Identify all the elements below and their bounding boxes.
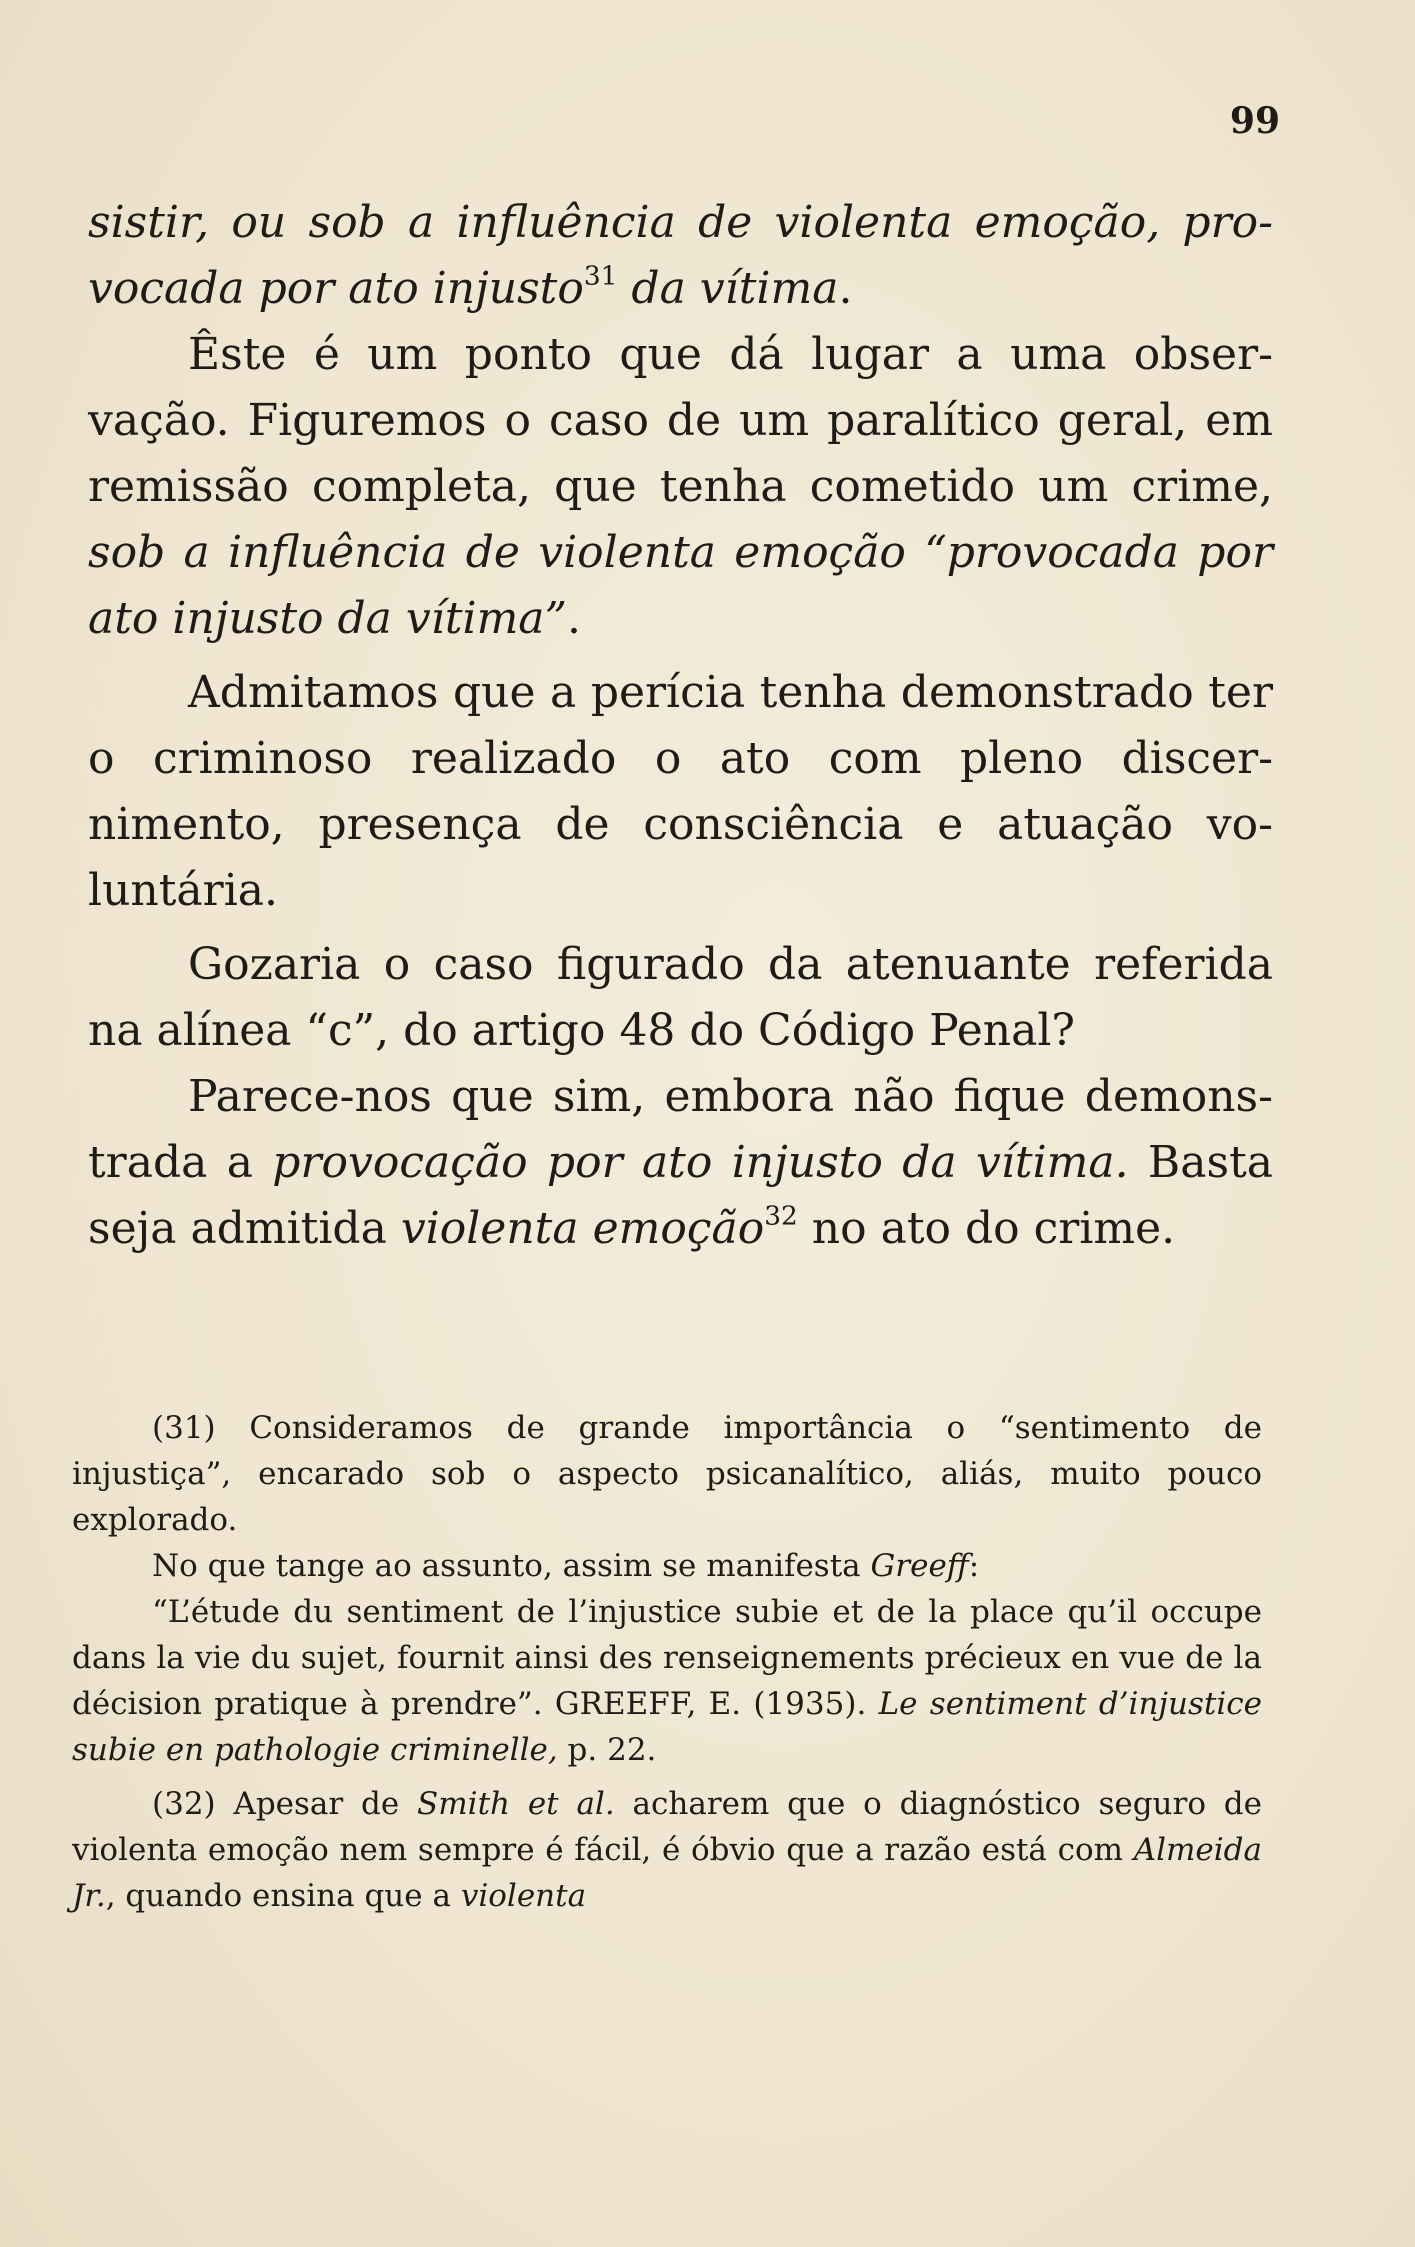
paragraph: Gozaria o caso figurado da atenuante referida na alínea “c”, do artigo 48 do Código Penal? — [88, 939, 1273, 1056]
italic-text: sistir, ou sob a influência de violenta emoção, pro- — [88, 197, 1273, 248]
italic-text: sob a influência de violenta emoção “provocada por ato injusto da vítima” — [88, 527, 1273, 644]
footnote-31-continuation: No que tange ao assunto, assim se manifesta Greeff: — [152, 1548, 980, 1584]
italic-text: Smith et al. — [417, 1786, 615, 1822]
paragraph: Admitamos que a perícia tenha demonstrado ter o criminoso realizado o ato com pleno discernimento, presença de consciência e atuação voluntária. — [88, 667, 1273, 916]
italic-text: provocação por ato injusto da vítima. — [272, 1137, 1129, 1188]
footnotes — [72, 1405, 1262, 1919]
italic-text: Le sentiment d’injustice subie en pathologie criminelle, — [72, 1686, 1262, 1768]
main-text — [88, 190, 1273, 1262]
italic-text: violenta — [460, 1878, 587, 1914]
page-number: 99 — [1229, 100, 1280, 142]
footnote-ref-32: 32 — [764, 1200, 798, 1232]
italic-text: vocada por ato injusto — [88, 263, 584, 314]
footnote-31-quote: “L’étude du sentiment de l’injustice subie et de la place qu’il occupe dans la vie du sujet, fournit ainsi des renseignements précieux en vue de la décision pratique à prendre”. GREEFF, E. (1935). Le sentiment d’injustice subie en pathologie criminelle, p. 22. — [72, 1594, 1262, 1768]
italic-text: violenta emoção — [400, 1203, 765, 1254]
italic-text: da vítima — [617, 263, 839, 314]
paragraph: Êste é um ponto que dá lugar a uma observação. Figuremos o caso de um paralítico geral, em remissão completa, que tenha cometido um crime, sob a influência de violenta emoção “provocada por ato injusto da vítima”. — [88, 329, 1273, 644]
paragraph-continuation: sistir, ou sob a influência de violenta emoção, pro- vocada por ato injusto$^{31}$ da vítima. — [88, 197, 1273, 314]
paragraph: Parece-nos que sim, embora não fique demonstrada a provocação por ato injusto da vítima. Basta seja admitida violenta emoção$^{32}$ no ato do crime. — [88, 1071, 1273, 1254]
italic-text: Almeida Jr. — [72, 1832, 1262, 1914]
footnote-31: (31) Consideramos de grande importância o “sentimento de injustiça”, encarado sob o aspecto psicanalítico, aliás, muito pouco explorado. — [72, 1410, 1262, 1538]
footnote-ref-31: 31 — [583, 260, 618, 292]
footnote-32: (32) Apesar de Smith et al. acharem que o diagnóstico seguro de violenta emoção nem sempre é fácil, é óbvio que a razão está com Almeida Jr., quando ensina que a violenta — [72, 1786, 1262, 1914]
italic-text: Greeff — [870, 1548, 969, 1584]
